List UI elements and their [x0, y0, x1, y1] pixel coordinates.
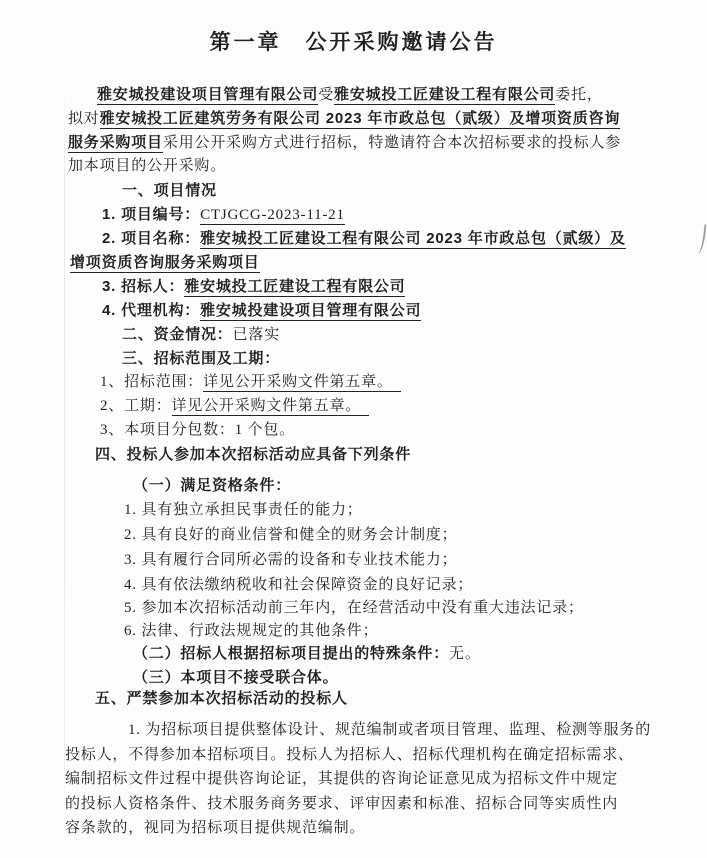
text-segment: 3、本项目分包数：1 个包。 [100, 422, 295, 438]
doc-line [122, 348, 280, 370]
doc-line [65, 794, 618, 815]
text-segment: 雅安城投工匠建设工程有限公司 [184, 278, 406, 295]
text-segment: 雅安城投建设项目管理有限公司 [200, 302, 422, 319]
text-segment: 5. 参加本次招标活动前三年内，在经营活动中没有重大违法记录； [124, 600, 584, 616]
text-segment: 已落实 [232, 327, 281, 343]
text-segment: 2. 项目名称： [102, 230, 201, 247]
doc-line [65, 818, 365, 839]
text-segment: 三、招标范围及工期： [122, 350, 281, 367]
text-segment: 3. 具有履行合同所必需的设备和专业技术能力； [124, 552, 458, 568]
scan-line-artifact [64, 86, 65, 834]
doc-line [122, 324, 280, 346]
doc-line [102, 276, 405, 298]
text-segment: 无。 [449, 646, 481, 662]
doc-line [68, 156, 226, 177]
doc-line [122, 180, 217, 202]
text-segment: 拟对 [68, 111, 100, 127]
text-segment: 容条款的，视同为招标项目提供规范编制。 [65, 820, 366, 836]
text-segment: 四、投标人参加本次招标活动应具备下列条件 [95, 446, 412, 463]
text-segment: CTJGCG-2023-11-21 [200, 207, 345, 223]
doc-line [124, 500, 363, 521]
doc-line [133, 475, 291, 497]
page-title: 第一章 公开采购邀请公告 [209, 31, 498, 54]
text-segment: （一）满足资格条件： [133, 477, 292, 494]
text-segment: 3. 招标人： [102, 278, 185, 295]
text-segment: 雅安城投建设项目管理有限公司 [97, 86, 319, 103]
text-segment: 1. 具有独立承担民事责任的能力； [124, 502, 363, 518]
doc-line [100, 372, 401, 393]
text-segment: 雅安城投工匠建设工程有限公司 2023 年市政总包（贰级）及 [200, 230, 626, 247]
text-segment: 编制招标文件过程中提供咨询论证，其提供的咨询论证意见成为招标文件中规定 [65, 771, 619, 787]
text-segment: 投标人，不得参加本招标项目。投标人为招标人、招标代理机构在确定招标需求、 [65, 747, 634, 763]
doc-line [124, 575, 473, 596]
doc-line [65, 745, 634, 766]
doc-line [65, 769, 618, 790]
doc-line [70, 252, 260, 274]
doc-line [124, 550, 457, 571]
doc-line [102, 228, 626, 250]
doc-line [124, 621, 378, 642]
text-segment: 采用公开采购方式进行招标，特邀请符合本次招标要求的投标人参 [162, 135, 622, 151]
text-segment: 1、招标范围： [100, 374, 204, 390]
doc-line [95, 444, 411, 466]
text-segment: 五、严禁参加本次招标活动的投标人 [95, 690, 348, 707]
doc-line [68, 108, 620, 130]
text-segment: 详见公开采购文件第五章。 [203, 374, 402, 390]
text-segment: 增项资质咨询服务采购项目 [70, 254, 260, 271]
text-segment: 二、资金情况： [122, 326, 233, 343]
doc-line [124, 598, 584, 619]
text-segment: 雅安城投工匠建设工程有限公司 [334, 86, 556, 103]
text-segment: 2. 具有良好的商业信誉和健全的财务会计制度； [124, 527, 458, 543]
text-segment: 受 [318, 87, 335, 103]
doc-line [100, 396, 369, 417]
text-segment: 委托， [555, 87, 603, 103]
text-segment: 的投标人资格条件、技术服务商务要求、评审因素和标准、招标合同等实质性内 [65, 796, 619, 812]
text-segment: 1. 项目编号： [102, 206, 201, 223]
text-segment: 4. 具有依法缴纳税收和社会保障资金的良好记录； [124, 577, 474, 593]
doc-line [68, 132, 621, 154]
text-segment: （三）本项目不接受联合体。 [133, 669, 339, 686]
doc-line [100, 420, 295, 441]
text-segment: 2、工期： [100, 398, 172, 414]
text-segment: 服务采购项目 [68, 134, 163, 151]
doc-line [124, 525, 457, 546]
text-segment: 详见公开采购文件第五章。 [171, 398, 370, 414]
text-segment: 加本项目的公开采购。 [68, 158, 227, 174]
doc-line [95, 688, 348, 710]
doc-line [128, 720, 651, 741]
text-segment: 1. 为招标项目提供整体设计、规范编制或者项目管理、监理、检测等服务的 [128, 722, 652, 738]
text-segment: （二）招标人根据招标项目提出的特殊条件： [133, 645, 450, 662]
doc-line [102, 204, 345, 226]
doc-line [102, 300, 421, 322]
text-segment: 6. 法律、行政法规规定的其他条件； [124, 623, 379, 639]
doc-line [133, 667, 338, 689]
doc-line [133, 643, 481, 665]
text-segment: 雅安城投工匠建筑劳务有限公司 2023 年市政总包（贰级）及增项资质咨询 [99, 110, 621, 127]
text-segment: 一、项目情况 [122, 182, 217, 199]
doc-line [97, 84, 603, 106]
scan-edge-artifact [696, 224, 706, 255]
text-segment: 4. 代理机构： [102, 302, 201, 319]
